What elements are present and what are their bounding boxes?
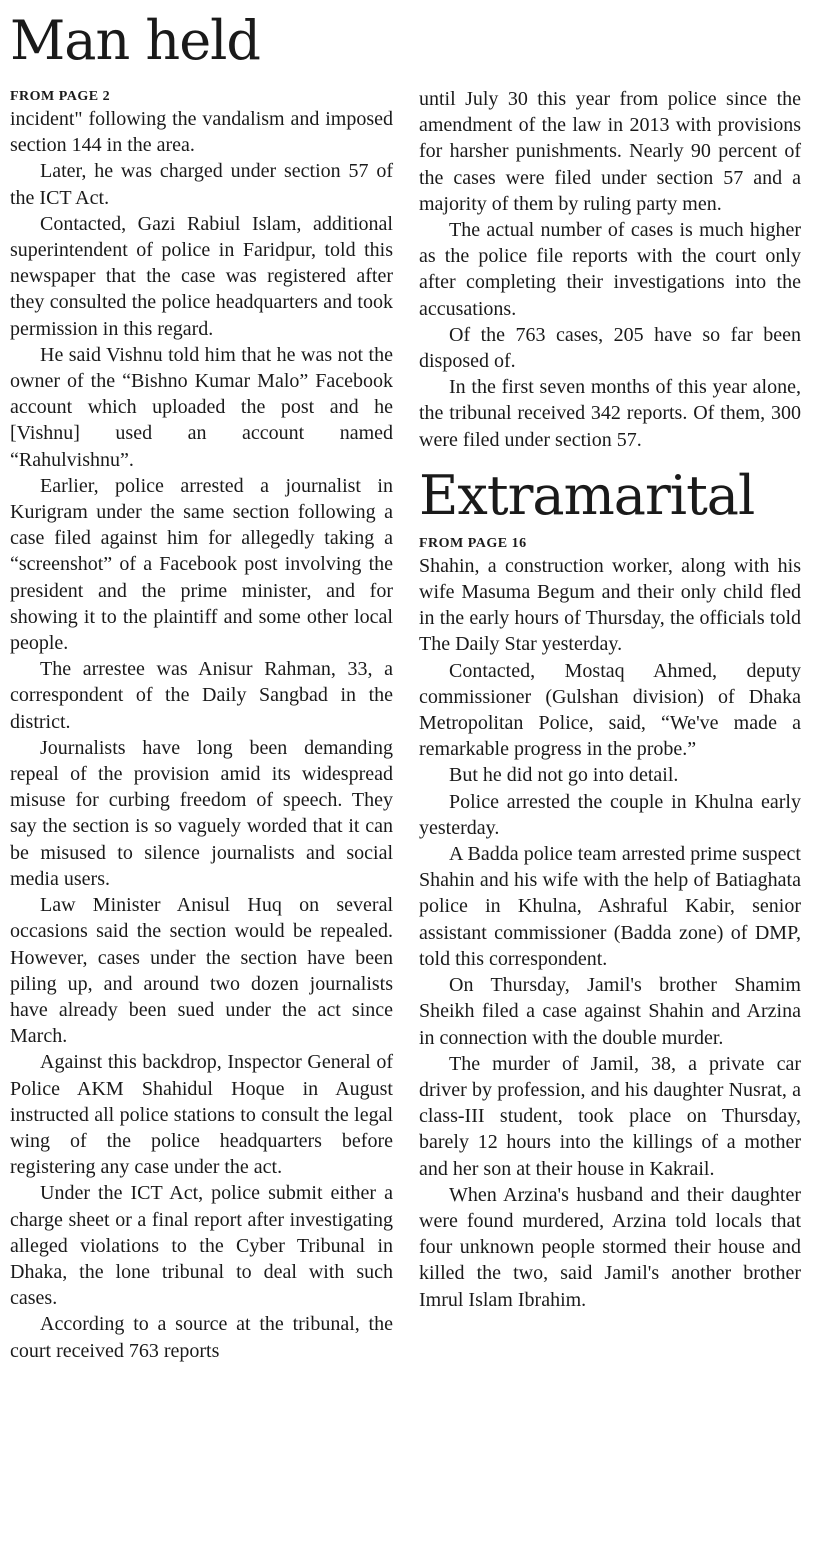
story2-paragraph: On Thursday, Jamil's brother Shamim Sheikh filed a case against Shahin and Arzina in connection with the double murder. — [419, 974, 801, 1049]
story1-paragraph: He said Vishnu told him that he was not the owner of the “Bishno Kumar Malo” Facebook account which uploaded the post and he [Vishnu] used an account named “Rahulvishnu”. — [10, 343, 393, 471]
story2-kicker: FROM PAGE 16 — [419, 535, 527, 551]
story2-headline: Extramarital — [419, 463, 755, 527]
story2-paragraph: But he did not go into detail. — [449, 764, 679, 787]
story1-kicker: FROM PAGE 2 — [10, 89, 111, 104]
story1-paragraph: Contacted, Gazi Rabiul Islam, additional superintendent of police in Faridpur, told this newspaper that the case was registered after they consulted the police headquarters and took permission in this regard. — [10, 212, 393, 340]
story2-paragraph: Police arrested the couple in Khulna early yesterday. — [419, 790, 801, 839]
story2-body — [419, 553, 801, 1313]
story1-paragraph: Under the ICT Act, police submit either a charge sheet or a final report after investigating alleged violations to the Cyber Tribunal in Dhaka, the lone tribunal to deal with such cases. — [10, 1182, 393, 1310]
story2 — [419, 463, 801, 1313]
story2-paragraph: The murder of Jamil, 38, a private car driver by profession, and his daughter Nusrat, a class-III student, took place on Thursday, barely 12 hours into the killings of a mother and her son at their house in Kakrail. — [419, 1052, 801, 1180]
left-column — [10, 0, 393, 1364]
story1-paragraph: Earlier, police arrested a journalist in Kurigram under the same section following a case filed against him for allegedly taking a “screenshot” of a Facebook post involving the president and the prime minister, and for showing it to the plaintiff and some other local people. — [10, 474, 393, 655]
story1-paragraph: Law Minister Anisul Huq on several occasions said the section would be repealed. However, cases under the section have been piling up, and around two dozen journalists have already been sued under the act since March. — [10, 894, 393, 1048]
story1-paragraph: Journalists have long been demanding repeal of the provision amid its widespread misuse for curbing freedom of speech. They say the section is so vaguely worded that it can be misused to silence journalists and social media users. — [10, 736, 393, 890]
story2-paragraph: Shahin, a construction worker, along with his wife Masuma Begum and their only child fled in the early hours of Thursday, the officials told The Daily Star yesterday. — [419, 554, 801, 656]
story1-paragraph: incident" following the vandalism and imposed section 144 in the area. — [10, 108, 393, 157]
story1-paragraph: until July 30 this year from police since the amendment of the law in 2013 with provisions for harsher punishments. Nearly 90 percent of the cases were filed under section 57 and a majority of them by ruling party men. — [419, 88, 801, 215]
right-column — [419, 0, 801, 1313]
story1-paragraph: In the first seven months of this year alone, the tribunal received 342 reports. Of them, 300 were filed under section 57. — [419, 376, 801, 451]
story1-paragraph: Of the 763 cases, 205 have so far been disposed of. — [419, 323, 801, 373]
story1-paragraph: The arrestee was Anisur Rahman, 33, a correspondent of the Daily Sangbad in the district. — [10, 658, 393, 733]
story2-paragraph: A Badda police team arrested prime suspect Shahin and his wife with the help of Batiaghata police in Khulna, Ashraful Kabir, senior assistant commissioner (Badda zone) of DMP, told this correspondent. — [419, 843, 801, 970]
story1-headline: Man held — [10, 9, 261, 72]
story2-paragraph: When Arzina's husband and their daughter were found murdered, Arzina told locals that four unknown people stormed their house and killed the two, said Jamil's another brother Imrul Islam Ibrahim. — [419, 1183, 801, 1311]
story1-paragraph: Against this backdrop, Inspector General of Police AKM Shahidul Hoque in August instructed all police stations to consult the legal wing of the police headquarters before registering any case under the act. — [10, 1051, 393, 1179]
story1-body-right — [419, 86, 801, 453]
story2-paragraph: Contacted, Mostaq Ahmed, deputy commissioner (Gulshan division) of Dhaka Metropolitan Police, said, “We've made a remarkable progress in the probe.” — [419, 659, 801, 761]
story1-body-left — [10, 106, 393, 1364]
story1-paragraph: According to a source at the tribunal, the court received 763 reports — [10, 1313, 393, 1362]
story1-paragraph: Later, he was charged under section 57 of the ICT Act. — [10, 160, 393, 209]
story1-paragraph: The actual number of cases is much higher as the police file reports with the court only after completing their investigations into the accusations. — [419, 219, 801, 320]
